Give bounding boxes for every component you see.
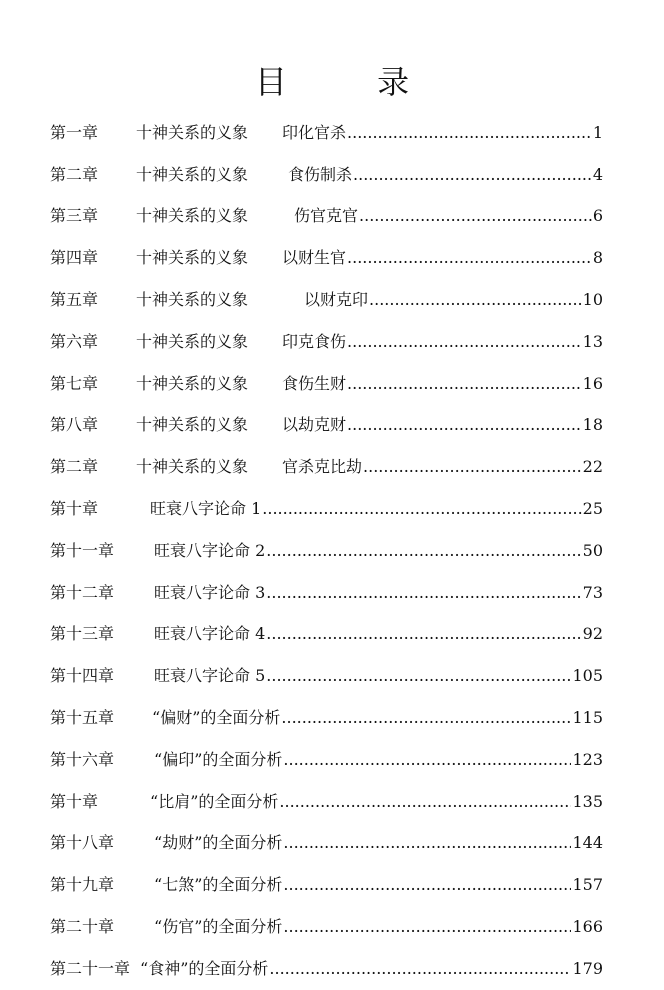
toc-entry[interactable] — [50, 237, 603, 279]
chapter-number: 第十四章 — [50, 666, 115, 686]
dot-leader — [266, 666, 571, 686]
chapter-number: 第二章 — [50, 164, 99, 184]
chapter-number: 第十三章 — [50, 624, 115, 644]
chapter-subtitle: 十神关系的义象 — [136, 290, 249, 310]
chapter-topic: “偏财”的全面分析 — [152, 708, 281, 728]
chapter-subtitle: 十神关系的义象 — [136, 331, 249, 351]
dot-leader — [281, 708, 571, 728]
page-number: 13 — [582, 331, 603, 351]
page-number: 10 — [582, 290, 603, 310]
chapter-topic: 以财生官 — [282, 248, 347, 268]
dot-leader — [369, 290, 582, 310]
toc-entry[interactable] — [50, 697, 603, 739]
chapter-topic: 以财克印 — [304, 290, 369, 310]
chapter-number: 第十八章 — [50, 833, 115, 853]
chapter-subtitle: 十神关系的义象 — [136, 415, 249, 435]
page-number: 22 — [582, 457, 603, 477]
dot-leader — [266, 541, 581, 561]
chapter-number: 第八章 — [50, 415, 99, 435]
page-number: 179 — [572, 958, 603, 978]
dot-leader — [347, 332, 582, 352]
dot-leader — [347, 248, 592, 268]
chapter-subtitle: 十神关系的义象 — [136, 164, 249, 184]
page-number: 25 — [582, 499, 603, 519]
chapter-topic: 印化官杀 — [282, 122, 347, 142]
chapter-number: 第四章 — [50, 248, 99, 268]
dot-leader — [363, 457, 582, 477]
dot-leader — [353, 165, 592, 185]
toc-entry[interactable] — [50, 112, 603, 154]
toc-entry[interactable] — [50, 488, 603, 530]
chapter-number: 第十六章 — [50, 749, 115, 769]
page-number: 92 — [582, 624, 603, 644]
dot-leader — [359, 206, 592, 226]
page-number: 166 — [572, 917, 603, 937]
page-number: 8 — [592, 248, 603, 268]
toc-entry[interactable] — [50, 739, 603, 781]
chapter-topic: 旺衰八字论命 3 — [154, 582, 266, 602]
dot-leader — [266, 583, 581, 603]
chapter-number: 第十章 — [50, 791, 99, 811]
page-title: 目 录 — [254, 63, 450, 101]
page-number: 135 — [572, 791, 603, 811]
page-number: 105 — [572, 666, 603, 686]
chapter-topic: “劫财”的全面分析 — [154, 833, 283, 853]
chapter-topic: “偏印”的全面分析 — [154, 749, 283, 769]
page-number: 123 — [572, 749, 603, 769]
chapter-number: 第十二章 — [50, 582, 115, 602]
toc-entry[interactable] — [50, 864, 603, 906]
chapter-topic: “伤官”的全面分析 — [154, 917, 283, 937]
page-number: 16 — [582, 373, 603, 393]
chapter-topic: 旺衰八字论命 1 — [150, 499, 262, 519]
chapter-topic: “比肩”的全面分析 — [150, 791, 279, 811]
chapter-number: 第二十一章 — [50, 958, 131, 978]
chapter-topic: 旺衰八字论命 5 — [154, 666, 266, 686]
chapter-subtitle: 十神关系的义象 — [136, 248, 249, 268]
page-number: 18 — [582, 415, 603, 435]
chapter-number: 第五章 — [50, 290, 99, 310]
chapter-number: 第二章 — [50, 457, 99, 477]
chapter-topic: 旺衰八字论命 4 — [154, 624, 266, 644]
chapter-subtitle: 十神关系的义象 — [136, 457, 249, 477]
chapter-topic: 旺衰八字论命 2 — [154, 540, 266, 560]
page-number: 4 — [592, 164, 603, 184]
toc-entry[interactable] — [50, 530, 603, 572]
toc-entry[interactable] — [50, 405, 603, 447]
dot-leader — [283, 750, 571, 770]
chapter-topic: 印克食伤 — [282, 331, 347, 351]
toc-entry[interactable] — [50, 446, 603, 488]
dot-leader — [347, 415, 582, 435]
dot-leader — [347, 374, 582, 394]
page-number: 73 — [582, 582, 603, 602]
chapter-topic: 以劫克财 — [282, 415, 347, 435]
page-number: 144 — [572, 833, 603, 853]
chapter-number: 第十五章 — [50, 708, 115, 728]
dot-leader — [283, 833, 571, 853]
chapter-topic: “七煞”的全面分析 — [154, 875, 283, 895]
chapter-topic: 食伤制杀 — [288, 164, 353, 184]
page-number: 115 — [572, 708, 603, 728]
chapter-topic: 伤官克官 — [294, 206, 359, 226]
table-of-contents — [50, 112, 603, 990]
page-number: 50 — [582, 540, 603, 560]
chapter-number: 第一章 — [50, 122, 99, 142]
toc-entry[interactable] — [50, 614, 603, 656]
toc-entry[interactable] — [50, 655, 603, 697]
chapter-number: 第七章 — [50, 373, 99, 393]
toc-entry[interactable] — [50, 279, 603, 321]
dot-leader — [262, 499, 581, 519]
chapter-number: 第十一章 — [50, 540, 115, 560]
toc-entry[interactable] — [50, 196, 603, 238]
toc-entry[interactable] — [50, 948, 603, 990]
chapter-topic: 官杀克比劫 — [282, 457, 363, 477]
chapter-topic: 食伤生财 — [282, 373, 347, 393]
chapter-number: 第三章 — [50, 206, 99, 226]
toc-entry[interactable] — [50, 154, 603, 196]
dot-leader — [269, 959, 571, 979]
chapter-topic: “食神”的全面分析 — [140, 958, 269, 978]
dot-leader — [279, 792, 571, 812]
toc-entry[interactable] — [50, 906, 603, 948]
chapter-subtitle: 十神关系的义象 — [136, 373, 249, 393]
page-number: 157 — [572, 875, 603, 895]
dot-leader — [347, 123, 592, 143]
page-number: 6 — [592, 206, 603, 226]
page-number: 1 — [592, 122, 603, 142]
toc-entry[interactable] — [50, 781, 603, 823]
toc-entry[interactable] — [50, 321, 603, 363]
toc-entry[interactable] — [50, 572, 603, 614]
chapter-number: 第十章 — [50, 499, 99, 519]
dot-leader — [283, 875, 571, 895]
chapter-subtitle: 十神关系的义象 — [136, 122, 249, 142]
chapter-number: 第六章 — [50, 331, 99, 351]
chapter-number: 第二十章 — [50, 917, 115, 937]
dot-leader — [266, 624, 581, 644]
toc-entry[interactable] — [50, 823, 603, 865]
chapter-subtitle: 十神关系的义象 — [136, 206, 249, 226]
chapter-number: 第十九章 — [50, 875, 115, 895]
dot-leader — [283, 917, 571, 937]
toc-entry[interactable] — [50, 363, 603, 405]
